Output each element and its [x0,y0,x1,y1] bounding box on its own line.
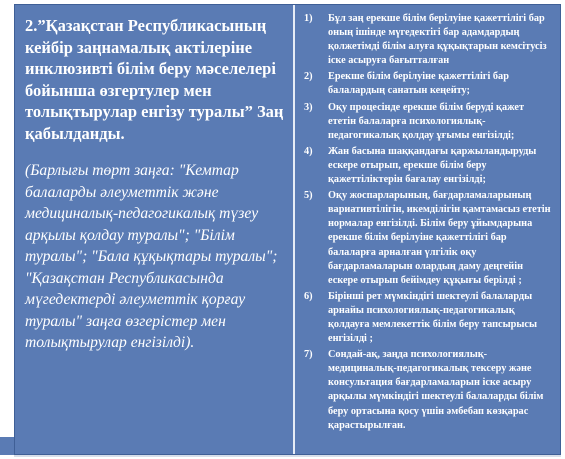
item-number: 1) [304,13,313,24]
item-number: 6) [304,290,313,302]
item-text: Ерекше білім берілуіне қажеттілігі бар балалардың санатын кеңейту; [328,71,509,97]
item-text: Сондай-ақ, заңда психологиялық-медициналық-педагогикалық тексеру және консультация бағдарламаларын іске асыру арқылы мүмкіндігі шектеулі балаларды білім беру ортасына қосу үшін әмбебап көзқарас қарастырылған. [328,349,544,431]
item-number: 3) [304,101,313,113]
item-number: 7) [304,349,313,361]
list-item [304,348,554,433]
item-text: Бұл заң ерекше білім берілуіне қажеттілігі бар оның ішінде мүгедектігі бар адамдардың қолжетімді білім алуға құқықтарын кемсітусіз іске асыруға бағытталған [328,13,547,67]
provisions-list [304,12,554,433]
corner-mark [0,437,14,455]
list-item [304,189,554,288]
list-item [304,290,554,346]
content-panel [14,4,561,455]
item-text: Бірінші рет мүмкіндігі шектеулі балаларды арнайы психологиялық-педагогикалық қолдауға мемлекеттік білім беру тапсырысы енгізілді ; [328,290,538,345]
left-column [15,5,291,454]
bottom-shadow [14,455,561,457]
list-item [304,145,554,187]
law-heading: 2.”Қазақстан Республикасының кейбір заңнамалық актілеріне инклюзивті білім беру мәселелері бойынша өзгертулер мен толықтырулар енгізу туралы” Заң қабылданды. [25,16,284,143]
right-column [298,5,560,454]
item-number: 2) [304,71,313,83]
list-item [304,101,554,143]
item-text: Оқу процесінде ерекше білім беруді қажет ететін балаларға психологиялық-педагогикалық қолдау ұғымы енгізілді; [328,101,525,141]
list-item [304,12,554,68]
list-item [304,70,554,98]
item-text: Оқу жоспарларының, бағдарламаларының вариативтілігін, икемділігін қамтамасыз ететін нормалар енгізілді. Білім беру ұйымдарына ерекше білім берілуіне қажеттілігі бар балаларға арналған үлгілік оқу бағдарламаларын олардың даму деңгейін ескере отырып бейімдеу құқығы берілді ; [328,190,551,286]
amended-laws-note: (Барлығы төрт заңға: "Кемтар балаларды әлеуметтік және медициналық-педагогикалық түзеу арқылы қолдау туралы"; "Білім туралы"; "Бала құқықтары туралы"; "Қазақстан Республикасында мүгедектерді әлеуметтік қорғау туралы" заңға өзгерістер мен толықтырулар енгізілді). [25,162,278,351]
item-text: Жан басына шаққандағы қаржыландыруды ескере отырып, ерекше білім беру қажеттіліктерін бағалау енгізілді; [328,145,537,186]
column-divider [293,5,295,454]
item-number: 5) [304,190,313,202]
item-number: 4) [304,145,313,157]
